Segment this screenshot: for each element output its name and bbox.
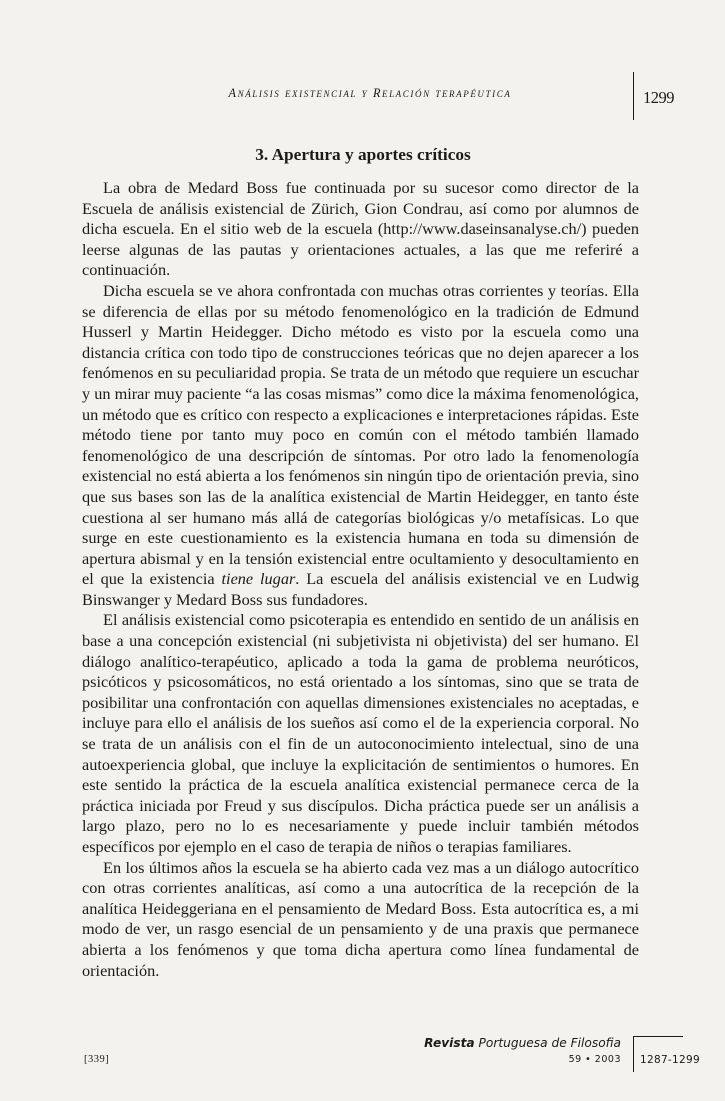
body-text [82,178,639,981]
paragraph-4: En los últimos años la escuela se ha abierto cada vez mas a un diálogo autocrítico con otras corrientes analíticas, así como a una autocrítica de la recepción de la analítica Heideggeriana en el pensamiento de Medard Boss. Esta autocrítica es, a mi modo de ver, un rasgo esencial de un pensamiento y de una praxis que permanece abierta a los fenómenos y que toma dicha apertura como línea fundamental de orientación. [82,857,639,980]
paragraph-2-text-after: . La escuela del análisis existencial ve en Ludwig Binswanger y Medard Boss sus fundadores. [82,569,639,609]
journal-info [424,1036,621,1065]
journal-issue: 59 • 2003 [568,1054,621,1065]
original-page-number: [339] [84,1054,110,1065]
journal-name-bold: Revista [424,1036,475,1050]
section-title: 3. Apertura y aportes críticos [255,145,471,164]
running-head: Análisis existencial y Relación terapéutica [228,86,512,100]
journal-name-rest: Portuguesa de Filosofia [478,1036,621,1050]
paragraph-1: La obra de Medard Boss fue continuada por su sucesor como director de la Escuela de análisis existencial de Zürich, Gion Condrau, así como por alumnos de dicha escuela. En el sitio web de la escuela (http://www.daseinsanalyse.ch/) pueden leerse algunas de las pautas y orientaciones actuales, a las que me referiré a continuación. [82,178,639,280]
page-number: 1299 [643,88,674,107]
footer-divider-vertical [633,1036,634,1072]
paragraph-2-text-before: Dicha escuela se ve ahora confrontada con muchas otras corrientes y teorías. Ella se diferencia de ellas por su método fenomenológico en la tradición de Edmund Husserl y Martin Heidegger. Dicho método es visto por la escuela como una distancia crítica con todo tipo de construcciones teóricas que no dejen aparecer a los fenómenos en su peculiaridad propia. Se trata de un método que requiere un escuchar y un mirar muy paciente “a las cosas mismas” como dice la máxima fenomenológica, un método que es crítico con respecto a explicaciones e interpretaciones rápidas. Este método tiene por tanto muy poco en común con el método también llamado fenomenológico de una descripción de síntomas. Por otro lado la fenomenología existencial no está abierta a los fenómenos sin ningún tipo de orientación previa, sino que sus bases son las de la analítica existencial de Martin Heidegger, en tanto éste cuestiona al ser humano más allá de categorías biológicas y/o metafísicas. Lo que surge en este cuestionamiento es la existencia humana en toda su dimensión de apertura abismal y en la tensión existencial entre ocultamiento y desocultamiento en el que la existencia [82,280,639,589]
paragraph-2 [82,281,639,611]
footer-divider-horizontal [633,1036,683,1037]
journal-name [424,1036,621,1050]
header-divider [633,72,634,120]
page-range: 1287-1299 [640,1054,700,1066]
paragraph-3: El análisis existencial como psicoterapia es entendido en sentido de un análisis en base a una concepción existencial (ni subjetivista ni objetivista) del ser humano. El diálogo analítico-terapéutico, aplicado a toda la gama de problema neuróticos, psicóticos y psicosomáticos, no está orientado a los síntomas, sino que se trata de posibilitar una confrontación con aquellas dimensiones existenciales no aceptadas, e incluye para ello el análisis de los sueños así como el de la experiencia corporal. No se trata de un análisis con el fin de un autoconocimiento intelectual, sino de una autoexperiencia global, que incluye la explicitación de sentimientos o humores. En este sentido la práctica de la escuela analítica existencial permanece cerca de la práctica iniciada por Freud y sus discípulos. Dicha práctica puede ser un análisis a largo plazo, pero no lo es necesariamente y puede incluir también métodos específicos por ejemplo en el caso de terapia de niños o terapias familiares. [82,610,639,856]
paragraph-2-emphasis: tiene lugar [221,569,296,589]
